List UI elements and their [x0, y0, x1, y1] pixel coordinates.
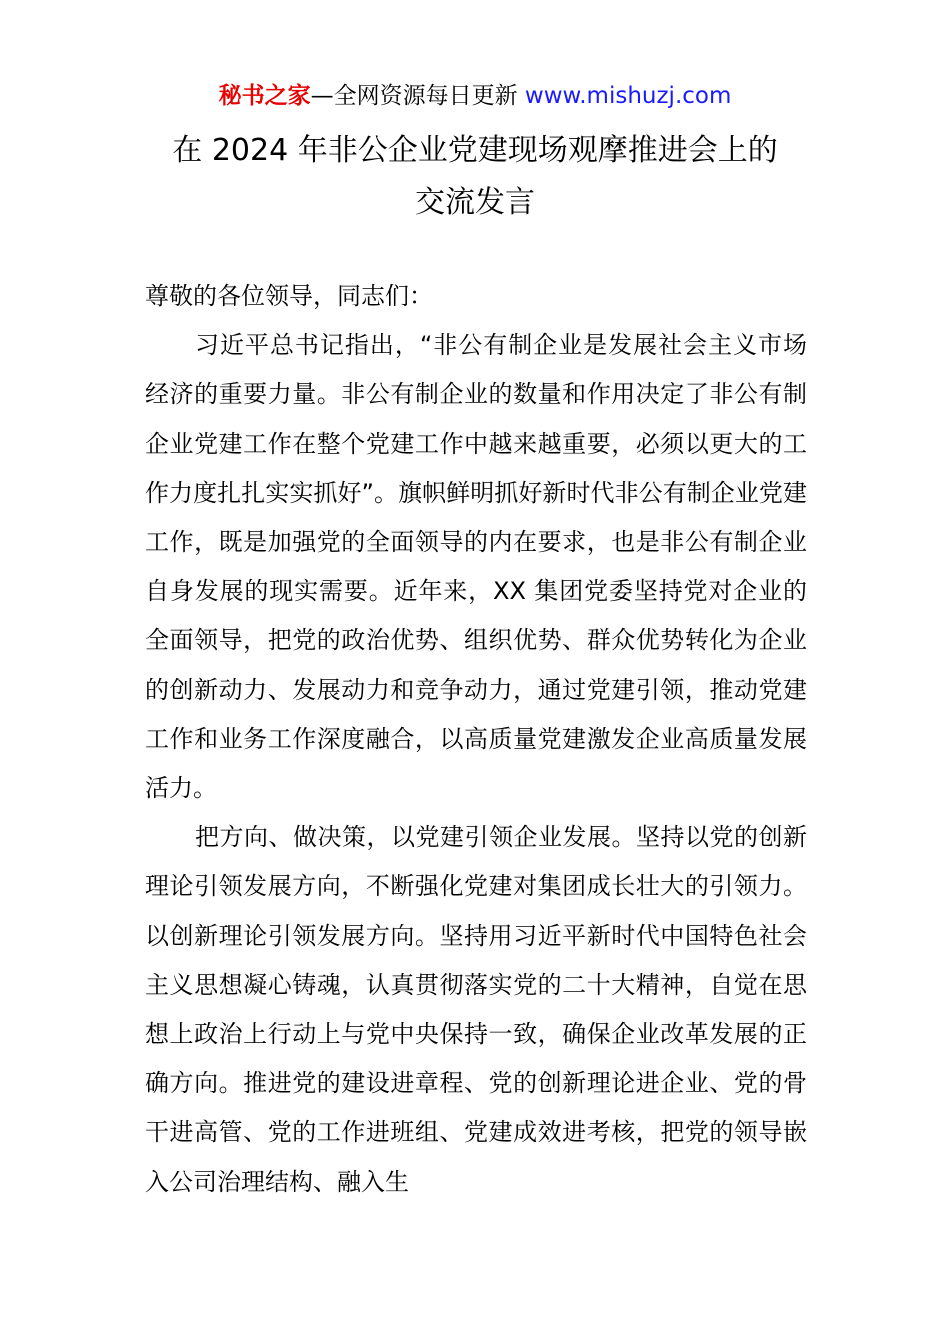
document-title: [0, 125, 950, 229]
banner-tagline: —全网资源每日更新: [310, 83, 525, 109]
paragraph-2: 把方向、做决策，以党建引领企业发展。坚持以党的创新理论引领发展方向，不断强化党建对集团成长壮大的引领力。以创新理论引领发展方向。坚持用习近平新时代中国特色社会主义思想凝心铸魂，认真贯彻落实党的二十大精神，自觉在思想上政治上行动上与党中央保持一致，确保企业改革发展的正确方向。推进党的建设进章程、党的创新理论进企业、党的骨干进高管、党的工作进班组、党建成效进考核，把党的领导嵌入公司治理结构、融入生: [145, 823, 807, 1196]
salutation: 尊敬的各位领导，同志们：: [145, 282, 433, 310]
document-body: [145, 272, 807, 1207]
brand-name: 秘书之家: [218, 83, 311, 109]
title-line-2: 交流发言: [415, 185, 535, 220]
paragraph-1: 习近平总书记指出，“非公有制企业是发展社会主义市场经济的重要力量。非公有制企业的数量和作用决定了非公有制企业党建工作在整个党建工作中越来越重要，必须以更大的工作力度扎扎实实抓好”。旗帜鲜明抓好新时代非公有制企业党建工作，既是加强党的全面领导的内在要求，也是非公有制企业自身发展的现实需要。近年来，XX 集团党委坚持党对企业的全面领导，把党的政治优势、组织优势、群众优势转化为企业的创新动力、发展动力和竞争动力，通过党建引领，推动党建工作和业务工作深度融合，以高质量党建激发企业高质量发展活力。: [145, 331, 807, 803]
header-banner: [0, 80, 950, 112]
banner-url[interactable]: www.mishuzj.com: [524, 83, 732, 109]
title-line-1: 在 2024 年非公企业党建现场观摩推进会上的: [172, 133, 778, 168]
